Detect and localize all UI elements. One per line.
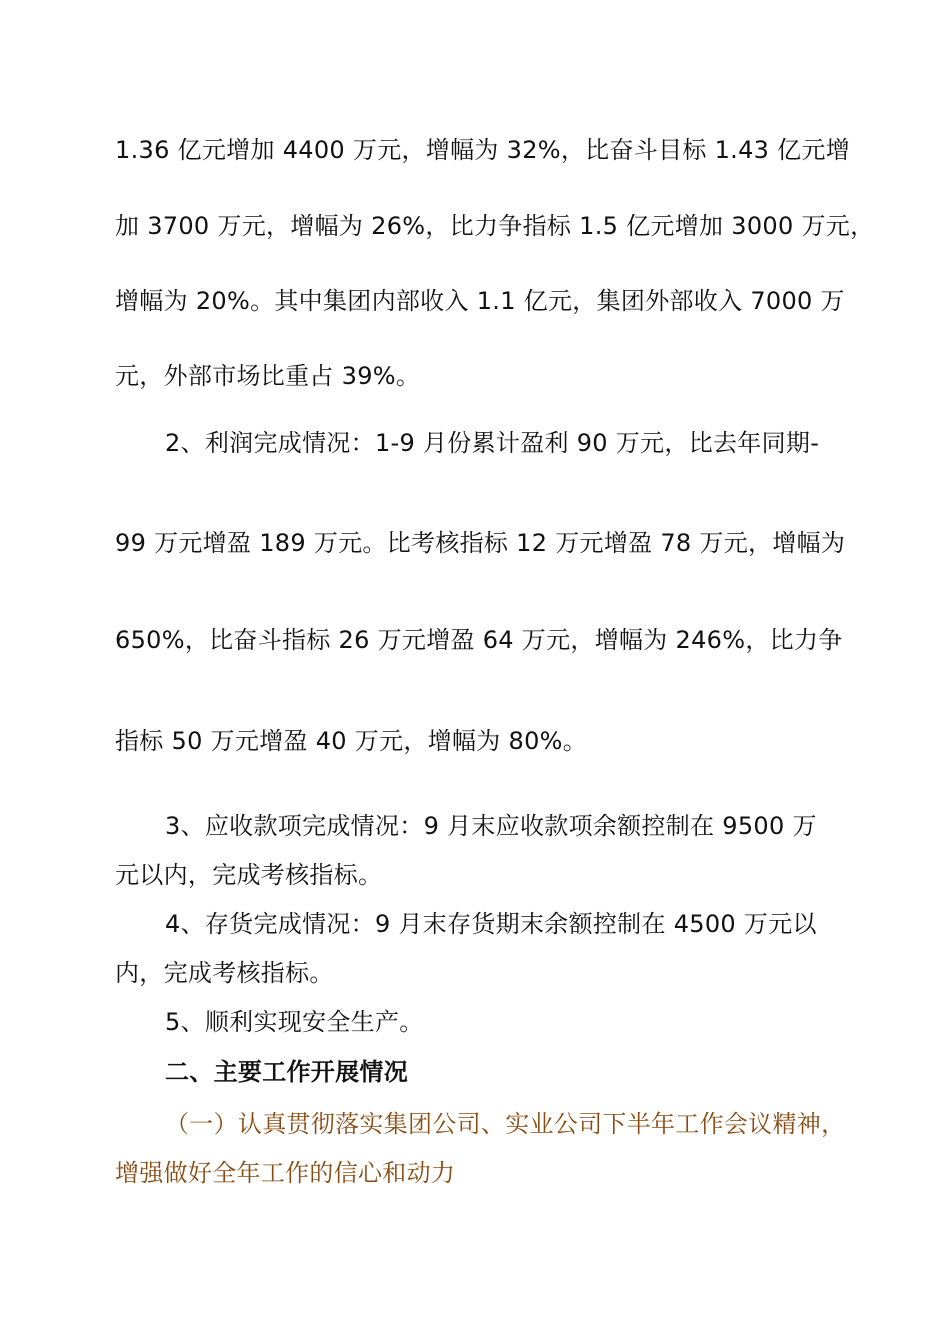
- paragraph-inventory: 4、存货完成情况：9 月末存货期末余额控制在 4500 万元以: [165, 910, 817, 938]
- body-text-line: 指标 50 万元增盈 40 万元，增幅为 80%。: [115, 727, 588, 755]
- paragraph-safety: 5、顺利实现安全生产。: [165, 1008, 424, 1036]
- subsection-heading-continued: 增强做好全年工作的信心和动力: [115, 1159, 456, 1187]
- body-text-line: 内，完成考核指标。: [115, 959, 334, 987]
- subsection-heading: （一）认真贯彻落实集团公司、实业公司下半年工作会议精神，: [165, 1110, 846, 1138]
- paragraph-profit: 2、利润完成情况：1-9 月份累计盈利 90 万元，比去年同期-: [165, 429, 820, 457]
- body-text-line: 650%，比奋斗指标 26 万元增盈 64 万元，增幅为 246%，比力争: [115, 626, 843, 654]
- body-text-line: 1.36 亿元增加 4400 万元，增幅为 32%，比奋斗目标 1.43 亿元增: [115, 136, 851, 164]
- body-text-line: 99 万元增盈 189 万元。比考核指标 12 万元增盈 78 万元，增幅为: [115, 529, 846, 557]
- body-text-line: 增幅为 20%。其中集团内部收入 1.1 亿元，集团外部收入 7000 万: [115, 287, 845, 315]
- paragraph-receivables: 3、应收款项完成情况：9 月末应收款项余额控制在 9500 万: [165, 812, 817, 840]
- body-text-line: 元以内，完成考核指标。: [115, 861, 383, 889]
- body-text-line: 元，外部市场比重占 39%。: [115, 362, 421, 390]
- body-text-line: 加 3700 万元，增幅为 26%，比力争指标 1.5 亿元增加 3000 万元，: [115, 212, 875, 240]
- section-heading: 二、主要工作开展情况: [165, 1058, 408, 1086]
